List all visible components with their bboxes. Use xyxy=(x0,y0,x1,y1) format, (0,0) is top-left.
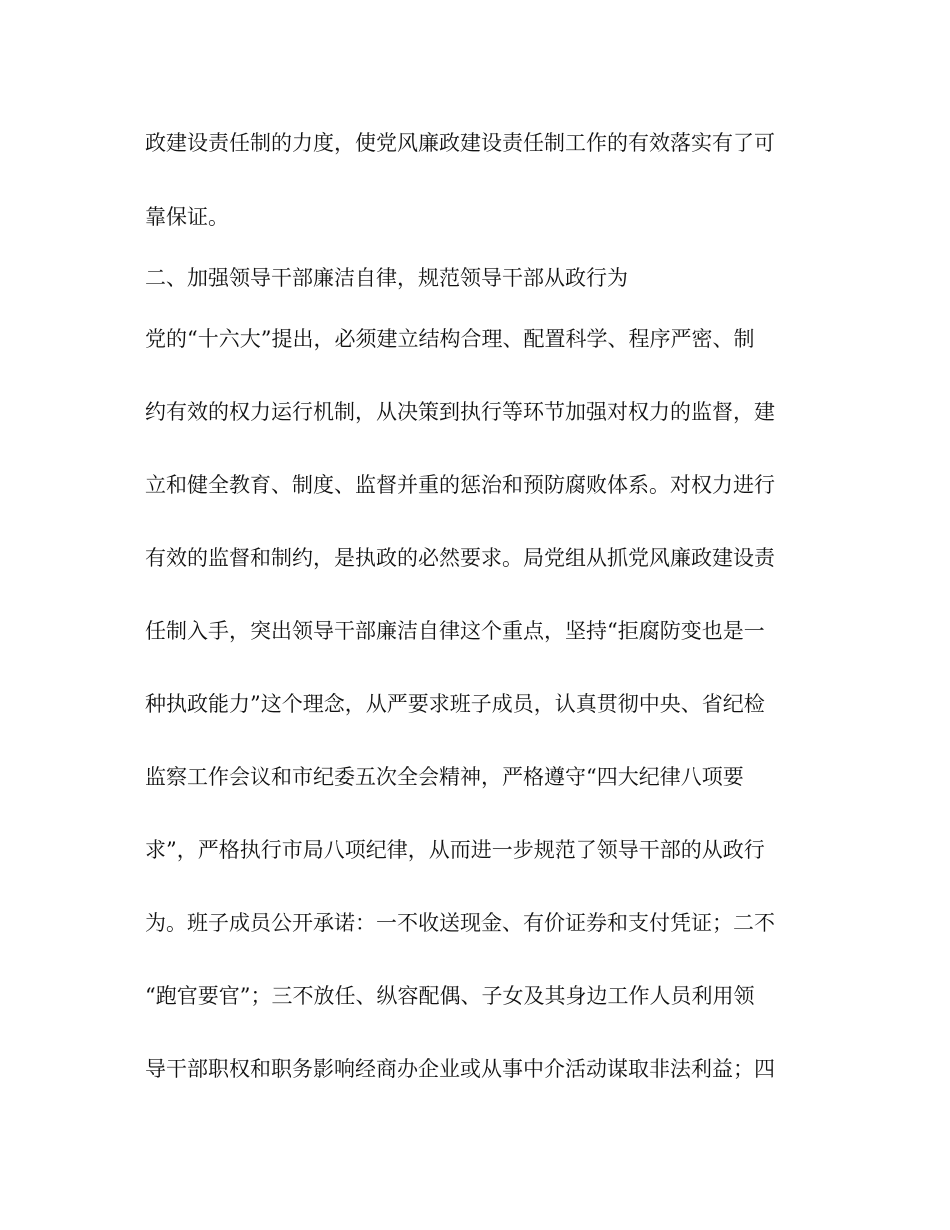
paragraph-line: 政建设责任制的力度，使党风廉政建设责任制工作的有效落实有了可 xyxy=(145,131,775,155)
paragraph-line: 监察工作会议和市纪委五次全会精神，严格遵守“四大纪律八项要 xyxy=(145,765,744,789)
paragraph-line: 有效的监督和制约，是执政的必然要求。局党组从抓党风廉政建设责 xyxy=(145,546,775,570)
paragraph-line: 导干部职权和职务影响经商办企业或从事中介活动谋取非法利益；四 xyxy=(145,1057,775,1081)
paragraph-line: 党的“十六大”提出，必须建立结构合理、配置科学、程序严密、制 xyxy=(145,327,755,351)
paragraph-line: 求”，严格执行市局八项纪律，从而进一步规范了领导干部的从政行 xyxy=(145,838,765,862)
paragraph-line: 种执政能力”这个理念，从严要求班子成员，认真贯彻中央、省纪检 xyxy=(145,692,765,716)
paragraph-line: 任制入手，突出领导干部廉洁自律这个重点，坚持“拒腐防变也是一 xyxy=(145,619,765,643)
paragraph-line: 为。班子成员公开承诺：一不收送现金、有价证券和支付凭证；二不 xyxy=(145,911,775,935)
section-heading: 二、加强领导干部廉洁自律，规范领导干部从政行为 xyxy=(145,266,628,290)
paragraph-line: 约有效的权力运行机制，从决策到执行等环节加强对权力的监督，建 xyxy=(145,400,775,424)
paragraph-line: 立和健全教育、制度、监督并重的惩治和预防腐败体系。对权力进行 xyxy=(145,473,775,497)
paragraph-line: 靠保证。 xyxy=(145,205,229,229)
paragraph-line: “跑官要官”；三不放任、纵容配偶、子女及其身边工作人员利用领 xyxy=(145,984,755,1008)
